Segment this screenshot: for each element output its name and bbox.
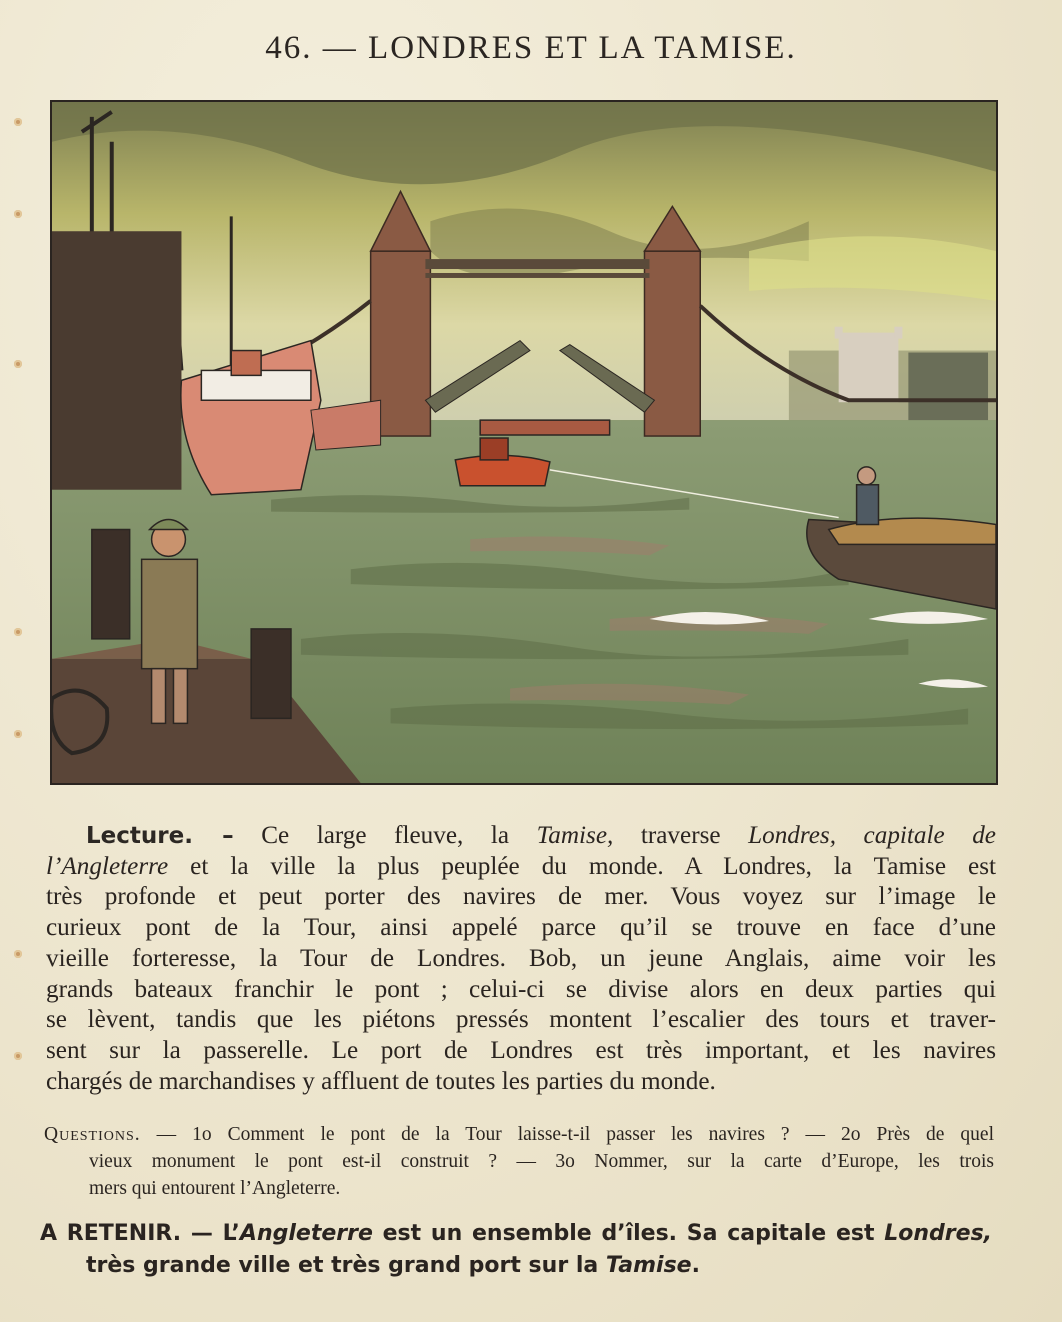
retenir-line-1-seg-3: Londres,	[884, 1221, 993, 1246]
retenir-line-1-seg-2: est un ensemble d’îles. Sa capitale est	[372, 1221, 885, 1246]
lecture-line-2-seg-0: l’Angleterre	[46, 852, 169, 880]
lecture-line-6	[46, 975, 996, 1006]
lecture-line-3	[46, 882, 996, 913]
retenir-section	[40, 1218, 992, 1282]
lecture-line-5	[46, 944, 996, 975]
lecture-line-8-seg-0: sent sur la passerelle. Le port de Londres est très important, et les navires	[46, 1036, 996, 1064]
retenir-label: A RETENIR. —	[40, 1221, 213, 1246]
questions-section	[44, 1121, 994, 1202]
retenir-line-1	[40, 1218, 992, 1250]
retenir-line-1-seg-1: Angleterre	[239, 1221, 373, 1246]
lecture-line-3-seg-0: très profonde et peut porter des navires de mer. Vous voyez sur l’image le	[46, 883, 996, 911]
questions-line-2: vieux monument le pont est-il construit ? — 3o Nommer, sur la carte d’Europe, les trois	[89, 1151, 994, 1172]
lecture-line-1-seg-2: traverse	[613, 822, 749, 849]
lecture-line-4	[46, 913, 996, 944]
retenir-line-1-seg-0: L’	[212, 1221, 240, 1246]
lecture-line-9	[46, 1067, 996, 1098]
lecture-line-2-seg-1: et la ville la plus peuplée du monde. A Londres, la Tamise est	[168, 852, 996, 880]
lecture-line-5-seg-0: vieille forteresse, la Tour de Londres. Bob, un jeune Anglais, aime voir les	[46, 944, 996, 972]
questions-line-3: mers qui entourent l’Angleterre.	[89, 1178, 341, 1199]
retenir-line-2	[40, 1250, 992, 1282]
lecture-line-7	[46, 1005, 996, 1036]
lecture-line-1-seg-3: Londres, capitale de	[748, 822, 996, 849]
lecture-paragraph	[46, 821, 996, 1097]
lecture-line-6-seg-0: grands bateaux franchir le pont ; celui-ci se divise alors en deux parties qui	[46, 975, 996, 1003]
lecture-label: Lecture. –	[86, 823, 234, 849]
retenir-line-2-seg-1: Tamise	[605, 1253, 692, 1278]
lecture-line-2	[46, 852, 996, 883]
questions-line-1: — 1o Comment le pont de la Tour laisse-t-il passer les navires ? — 2o Près de quel	[140, 1124, 994, 1145]
lecture-line-4-seg-0: curieux pont de la Tour, ainsi appelé parce qu’il se trouve en face d’une	[46, 914, 996, 942]
lecture-line-1-seg-1: Tamise,	[536, 822, 614, 849]
tower-bridge-illustration	[50, 100, 998, 785]
questions-label: Questions.	[44, 1124, 141, 1145]
lecture-line-1-seg-0: Ce large fleuve, la	[233, 822, 537, 849]
tower-bridge-illustration-svg	[52, 102, 996, 783]
retenir-line-2-seg-0: très grande ville et très grand port sur la	[86, 1253, 606, 1278]
retenir-line-2-seg-2: .	[691, 1253, 700, 1278]
lecture-line-1	[46, 821, 996, 852]
lecture-line-9-seg-0: chargés de marchandises y affluent de toutes les parties du monde.	[46, 1067, 716, 1095]
page-title: 46. — LONDRES ET LA TAMISE.	[265, 30, 797, 66]
lecture-line-7-seg-0: se lèvent, tandis que les piétons pressés montent l’escalier des tours et traver-	[46, 1006, 996, 1034]
lecture-line-8	[46, 1036, 996, 1067]
